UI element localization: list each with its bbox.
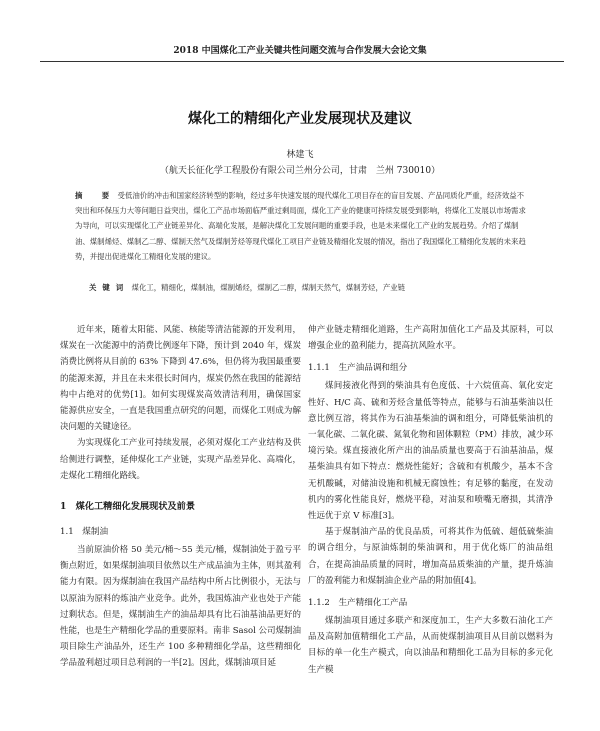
body-paragraph-1-1-2: 煤制油项目通过多联产和深度加工，生产大多数石油化工产品及高附加值精细化工产品，从而使煤制油项目从目前以燃料为目标的单一化生产模式，向以油品和精细化工品为目标的多元化生产模: [308, 616, 553, 675]
abstract: [75, 188, 527, 264]
continued-paragraph: 伸产业链走精细化道路，生产高附加值化工产品及其原料，可以增强企业的盈利能力，提高抗风险水平。: [308, 325, 553, 352]
right-column: [308, 322, 553, 678]
abstract-label: 摘 要: [75, 191, 116, 200]
paper-title: 煤化工的精细化产业发展现状及建议: [188, 111, 412, 127]
keywords-text: 煤化工，精细化，煤制油，煤制烯烃，煤制乙二醇，煤制天然气，煤制芳烃，产业链: [131, 283, 406, 292]
body-paragraph-1-1-1-a: 煤间接液化得到的柴油具有色度低、十六烷值高、氧化安定性好、H/C 高、硫和芳烃含量低等特点，能够与石油基柴油以任意比例互溶，将其作为石油基柴油的调和组分，可降低柴油机的一氧化碳、二氧化碳、氮氧化物和固体颗粒（PM）排放，减少环境污染。煤直接液化所产出的油品质量也要高于石油基油品，煤基柴油具有如下特点：燃烧性能好；含硫和有机酸少，基本不含无机酸碱，对储油设施和机械无腐蚀性；有足够的黏度，在发动机内的雾化性能良好，燃烧平稳，对油泵和喷嘴无磨损，其清净性远优于京 V 标准[3]。: [308, 381, 553, 522]
subsection-heading-1-1: 1.1 煤制油: [60, 527, 109, 538]
section-heading-1: 1 煤化工精细化发展现状及前景: [60, 501, 196, 513]
intro-paragraph-2: 为实现煤化工产业可持续发展，必须对煤化工产业结构及供给侧进行调整，延伸煤化工产业链，实现产品差异化、高端化，走煤化工精细化路线。: [60, 438, 301, 481]
keywords-label: 关键词: [89, 283, 130, 292]
subsection-heading-1-1-2: 1.1.2 生产精细化工产品: [308, 598, 408, 609]
keywords: [89, 282, 529, 294]
running-header: 2018 中国煤化工产业关键共性问题交流与合作发展大会论文集: [173, 46, 427, 56]
body-paragraph-1-1-1-b: 基于煤制油产品的优良品质，可将其作为低硫、超低硫柴油的调合组分，与原油炼制的柴油调和，用于优化炼厂的油品组合，在提高油品质量的同时，增加高品质柴油的产量，提升炼油厂的盈利能力和煤制油企业产品的附加值[4]。: [308, 527, 553, 586]
abstract-text: 受低油价的冲击和国家经济转型的影响，经过多年快速发展的现代煤化工项目存在的盲目发展、产品同质化严重，经济效益不突出和环保压力大等问题日益突出，煤化工产品市场面临严重过剩局面，煤化工产业的健康可持续发展受到影响，将煤化工发展以市场需求为导向，可以实现煤化工产业链差异化、高端化发展，是解决煤化工发展问题的重要手段，也是未来煤化工产业的发展趋势。介绍了煤制油、煤制烯烃、煤制乙二醇、煤制天然气及煤制芳烃等现代煤化工项目产业链及精细化发展的情况，指出了我国煤化工精细化发展的未来趋势，并提出促进煤化工精细化发展的建议。: [75, 191, 526, 261]
body-paragraph-1-1: 当前原油价格 50 美元/桶～55 美元/桶，煤制油处于盈亏平衡点附近，如果煤制油项目依然以生产成品油为主体，则其盈利能力有限。因为煤制油在我国产品结构中所占比例很小，无法与以原油为原料的炼油产业竞争。此外，我国炼油产业也处于产能过剩状态。但是，煤制油生产的油品却具有比石油基油品更好的性能，也是生产精细化学品的重要原料。南非 Sasol 公司煤制油项目除生产油品外，还生产 100 多种精细化学品，这些精细化学品盈利超过项目总利润的一半[2]。因此，煤制油项目延: [60, 545, 301, 669]
author: 林建飞: [286, 150, 314, 160]
intro-paragraph-1: 近年来，随着太阳能、风能、核能等清洁能源的开发利用，煤炭在一次能源中的消费比例逐年下降，预计到 2040 年，煤炭消费比例将从目前的 63% 下降到 47.6%，但仍将为我国最重要的能源来源，并且在未来很长时间内，煤炭仍然在我国的能源结构中占绝对的优势[1]。如何实现煤炭高效清洁利用，确保国家能源供应安全，一直是我国重点研究的问题，而煤化工则成为解决问题的关键途径。: [60, 325, 302, 433]
left-column: [60, 322, 301, 672]
header-divider: [40, 61, 564, 62]
subsection-heading-1-1-1: 1.1.1 生产油品调和组分: [308, 363, 408, 374]
affiliation: （航天长征化学工程股份有限公司兰州分公司，甘肃 兰州 730010）: [159, 166, 441, 176]
